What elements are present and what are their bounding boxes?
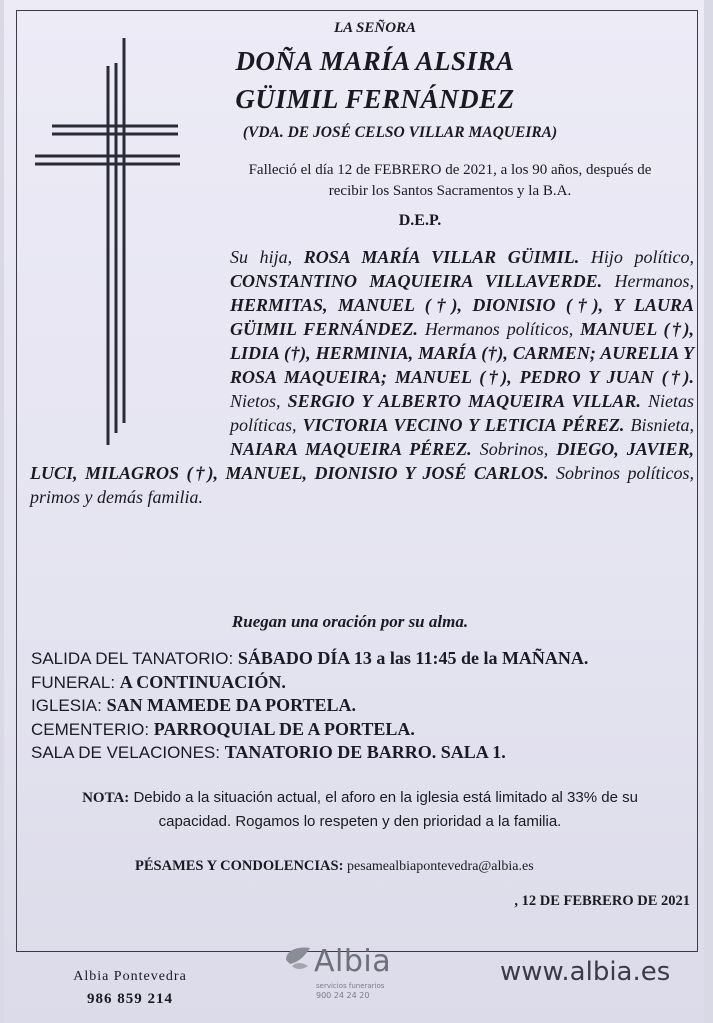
prayer-request: Ruegan una oración por su alma. bbox=[231, 612, 469, 631]
family-segment: CONSTANTINO MAQUIEIRA VILLAVERDE. bbox=[230, 271, 603, 291]
detail-funeral: FUNERAL: A CONTINUACIÓN. bbox=[31, 671, 286, 692]
detail-iglesia: IGLESIA: SAN MAMEDE DA PORTELA. bbox=[31, 695, 356, 715]
widow-of: (VDA. DE JOSÉ CELSO VILLAR MAQUEIRA) bbox=[242, 124, 558, 141]
family-segment: Nietas políticas, bbox=[230, 391, 694, 435]
family-segment: Hermanos políticos, bbox=[417, 319, 581, 339]
family-segment: DIEGO, JAVIER, LUCI, MILAGROS (†), MANUEL, DIONISIO Y JOSÉ CARLOS. bbox=[30, 439, 694, 483]
condolences-label: PÉSAMES Y CONDOLENCIAS: bbox=[135, 858, 344, 874]
note-line1: Debido a la situación actual, el aforo en la iglesia está limitado al 33% de su bbox=[129, 789, 638, 806]
condolences bbox=[135, 858, 635, 875]
office-info bbox=[40, 966, 220, 1010]
family-segment: NAIARA MAQUEIRA PÉREZ. bbox=[230, 439, 472, 459]
family-segment: Sobrinos políticos, primos y demás familia. bbox=[30, 463, 695, 507]
deceased-name-line1: DOÑA MARÍA ALSIRA bbox=[235, 46, 515, 76]
brand-subtitle: servicios funerarios bbox=[316, 982, 385, 990]
office-name: Albia Pontevedra bbox=[73, 969, 187, 984]
family-segment: SERGIO Y ALBERTO MAQUEIRA VILLAR. bbox=[287, 391, 641, 411]
family-segment: Bisnieta, bbox=[624, 415, 695, 435]
death-notice bbox=[230, 160, 670, 202]
family-segment: HERMITAS, MANUEL (†), DIONISIO (†), Y LAURA GÜIMIL FERNÁNDEZ. bbox=[230, 295, 694, 339]
family-segment: Sobrinos, bbox=[471, 439, 557, 459]
family-segment: Hermanos, bbox=[602, 271, 695, 291]
leaf-icon bbox=[282, 942, 314, 972]
note-line2: capacidad. Rogamos lo respeten y den prioridad a la familia. bbox=[158, 813, 562, 830]
note bbox=[35, 786, 685, 833]
salutation: LA SEÑORA bbox=[333, 20, 417, 36]
family-segment: Nietos, bbox=[230, 391, 288, 411]
office-phone: 986 859 214 bbox=[87, 991, 173, 1007]
family-segment: MANUEL (†), LIDIA (†), HERMINIA, MARÍA (†), CARMEN; AURELIA Y ROSA MAQUEIRA; MANUEL (†), PEDRO Y JUAN (†). bbox=[230, 319, 694, 387]
family-segment: Su hija, bbox=[230, 247, 304, 267]
death-notice-line2: recibir los Santos Sacramentos y la B.A. bbox=[328, 183, 572, 199]
brand-name: Albia bbox=[314, 944, 392, 979]
rip: D.E.P. bbox=[398, 212, 442, 229]
detail-cementerio: CEMENTERIO: PARROQUIAL DE A PORTELA. bbox=[31, 718, 415, 739]
detail-velaciones: SALA DE VELACIONES: TANATORIO DE BARRO. SALA 1. bbox=[31, 742, 506, 762]
cross-spacer bbox=[30, 245, 230, 450]
albia-logo bbox=[282, 938, 412, 1008]
family-segment: VICTORIA VECINO Y LETICIA PÉREZ. bbox=[302, 415, 625, 435]
condolences-email[interactable]: pesamealbiapontevedra@albia.es bbox=[347, 859, 534, 874]
death-notice-line1: Falleció el día 12 de FEBRERO de 2021, a los 90 años, después de bbox=[248, 162, 652, 178]
website-link[interactable]: www.albia.es bbox=[500, 957, 671, 987]
notice-date: , 12 DE FEBRERO DE 2021 bbox=[514, 893, 690, 909]
note-label: NOTA: bbox=[82, 790, 130, 806]
family-segment: ROSA MARÍA VILLAR GÜIMIL. bbox=[303, 247, 580, 267]
deceased-name-line2: GÜIMIL FERNÁNDEZ bbox=[235, 84, 515, 114]
brand-phone: 900 24 24 20 bbox=[316, 991, 370, 1000]
family-paragraph bbox=[30, 245, 694, 509]
detail-salida: SALIDA DEL TANATORIO: SÁBADO DÍA 13 a las 11:45 de la MAÑANA. bbox=[31, 648, 589, 668]
family-segment: Hijo político, bbox=[579, 247, 694, 267]
service-details bbox=[31, 647, 696, 765]
